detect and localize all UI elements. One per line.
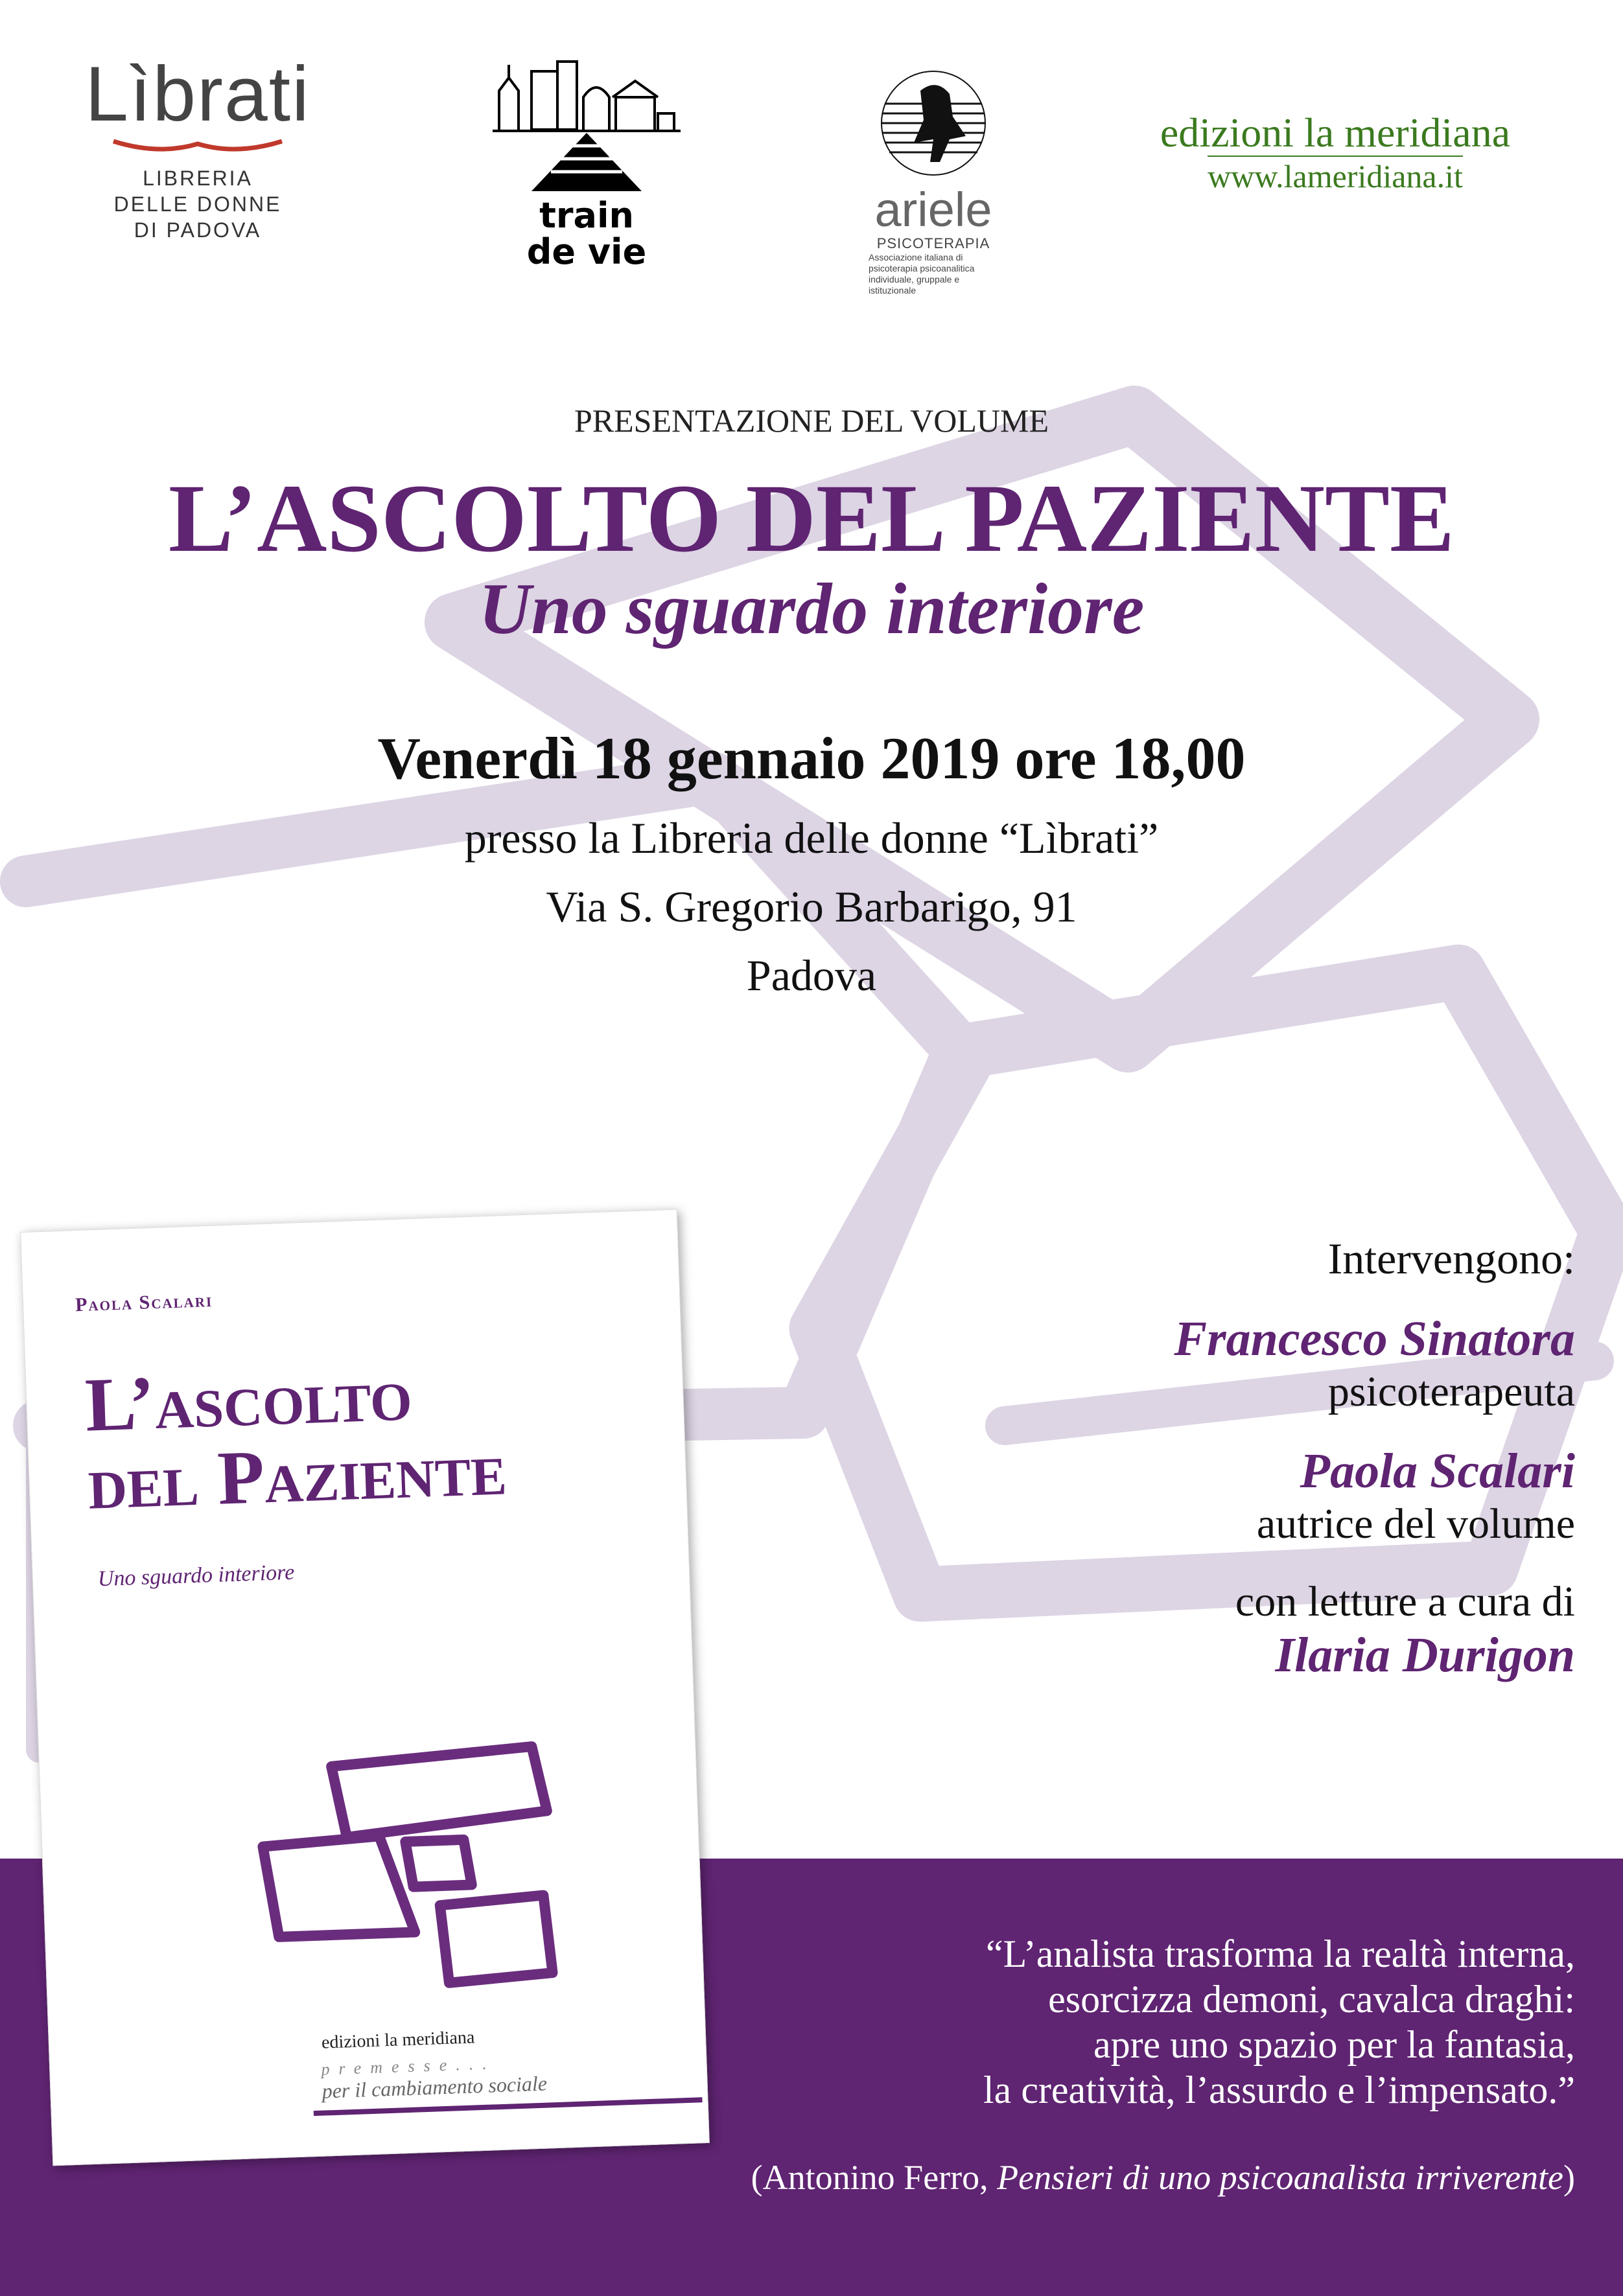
ariele-logo xyxy=(862,65,1005,296)
venue-line-1: presso la Libreria delle donne “Lìbrati” xyxy=(464,813,1159,863)
speaker-3-intro: con letture a cura di xyxy=(1235,1578,1575,1625)
ariele-description: Associazione italiana di psicoterapia psicoanalitica individuale, gruppale e istituzionale xyxy=(869,252,975,296)
venue-line-3: Padova xyxy=(746,951,877,1000)
book-title-line-1: L’ascolto xyxy=(84,1351,414,1448)
speakers-block xyxy=(992,1231,1575,1682)
ariele-psicoterapia: PSICOTERAPIA xyxy=(876,235,990,251)
quote-line-4: la creatività, l’assurdo e l’impensato.” xyxy=(983,2069,1575,2111)
ariele-name: ariele xyxy=(874,183,992,237)
quote-line-3: apre uno spazio per la fantasia, xyxy=(1093,2023,1575,2066)
speakers-label: Intervengono: xyxy=(1327,1234,1575,1283)
event-title: L’ASCOLTO DEL PAZIENTE xyxy=(168,465,1455,572)
meridiana-name: edizioni la meridiana xyxy=(1160,110,1511,156)
event-date: Venerdì 18 gennaio 2019 ore 18,00 xyxy=(377,725,1246,791)
speaker-2-role: autrice del volume xyxy=(1256,1500,1575,1548)
train-de-vie-logo xyxy=(493,52,681,285)
librati-logo xyxy=(78,52,318,285)
book-brush-rectangles xyxy=(246,1732,592,2015)
quote-line-2: esorcizza demoni, cavalca draghi: xyxy=(1048,1978,1575,2021)
citation-close: ) xyxy=(1563,2158,1575,2197)
librati-line-2: DELLE DONNE xyxy=(113,192,282,216)
meridiana-logo xyxy=(1102,110,1569,194)
citation-open: (Antonino Ferro, xyxy=(751,2158,998,2197)
speaker-3-name: Ilaria Durigon xyxy=(1275,1628,1575,1682)
librati-name: Lìbrati xyxy=(85,51,310,137)
quote-block xyxy=(765,1931,1575,2113)
book-series-2: per il cambiamento sociale xyxy=(321,2071,548,2103)
citation-work: Pensieri di uno psicoanalista irriverente xyxy=(997,2158,1564,2197)
speaker-2-name: Paola Scalari xyxy=(1300,1444,1575,1498)
venue-line-2: Via S. Gregorio Barbarigo, 91 xyxy=(546,882,1077,931)
quote-line-1: “L’analista trasforma la realtà interna, xyxy=(986,1932,1575,1975)
book-author: Paola Scalari xyxy=(75,1289,213,1316)
open-book-icon xyxy=(107,136,288,162)
book-publisher: edizioni la meridiana xyxy=(321,2027,475,2053)
meridiana-url[interactable]: www.lameridiana.it xyxy=(1208,156,1463,194)
speaker-1-name: Francesco Sinatora xyxy=(1174,1312,1575,1366)
event-kicker: PRESENTAZIONE DEL VOLUME xyxy=(574,402,1049,439)
train-line-1: train xyxy=(539,195,634,236)
event-subtitle: Uno sguardo interiore xyxy=(478,569,1145,649)
train-line-2: de vie xyxy=(526,231,647,272)
book-subtitle: Uno sguardo interiore xyxy=(97,1560,295,1592)
book-cover xyxy=(20,1209,710,2166)
speaker-1-role: psicoterapeuta xyxy=(1327,1368,1575,1415)
book-title-line-2: del Paziente xyxy=(86,1426,508,1525)
book-series-1: premesse... xyxy=(321,2054,496,2079)
figure-circle-icon xyxy=(875,65,992,181)
quote-citation xyxy=(473,2158,1575,2197)
librati-line-3: DI PADOVA xyxy=(134,218,262,242)
event-venue xyxy=(0,804,1623,1010)
city-skyline-icon xyxy=(493,52,681,194)
librati-line-1: LIBRERIA xyxy=(143,167,253,190)
